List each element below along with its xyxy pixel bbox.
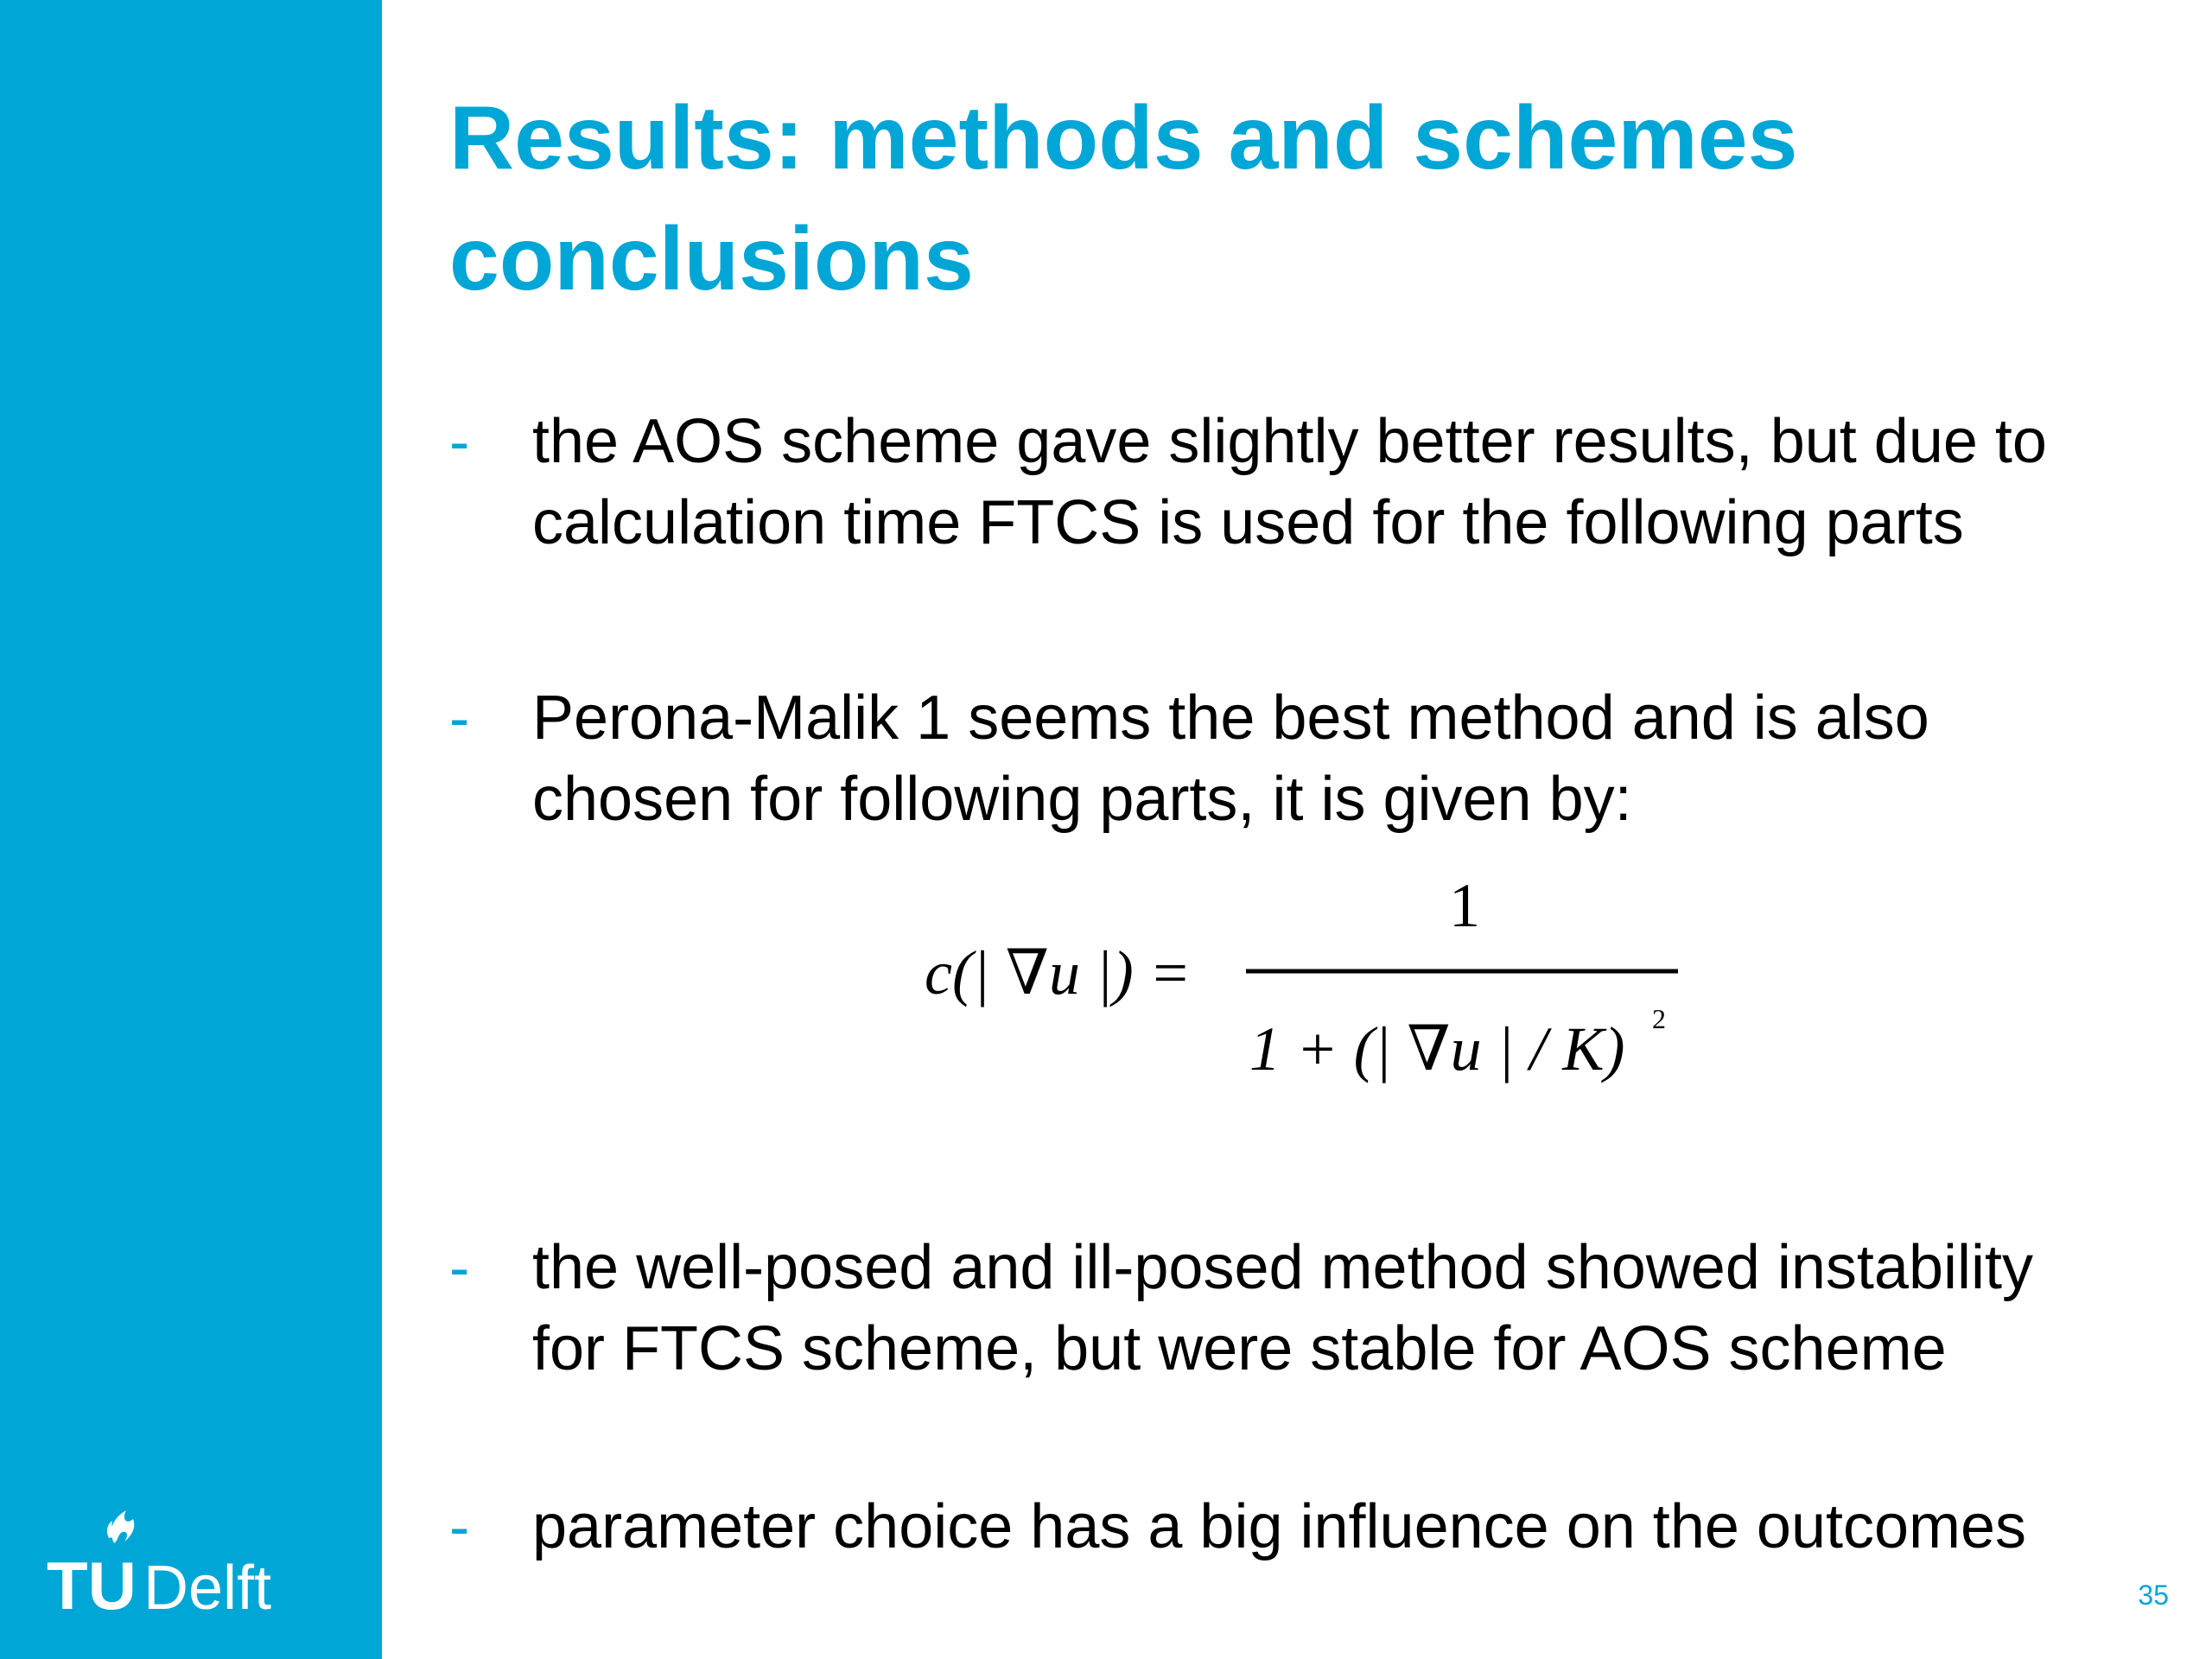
formula-numerator: 1 xyxy=(1449,871,1480,940)
tu-delft-logo xyxy=(47,1503,340,1616)
bullet-line: for FTCS scheme, but were stable for AOS scheme xyxy=(532,1314,1947,1383)
bullet-item xyxy=(449,401,2186,563)
logo-tu-text: TU xyxy=(47,1548,137,1616)
bullet-marker: - xyxy=(449,1493,470,1560)
bullet-line: the AOS scheme gave slightly better results, but due to xyxy=(532,407,2047,476)
bullet-item xyxy=(449,1486,2186,1567)
sidebar-band xyxy=(0,0,382,1659)
bullet-line: the well-posed and ill-posed method showed instability xyxy=(532,1233,2033,1302)
bullet-item xyxy=(449,677,2186,840)
formula-lhs: c(| ∇u |) = xyxy=(925,938,1192,1007)
slide-title: Results: methods and schemes xyxy=(449,88,1798,188)
bullet-marker: - xyxy=(449,684,470,752)
formula-exponent: 2 xyxy=(1652,1003,1666,1034)
bullet-line: parameter choice has a big influence on the outcomes xyxy=(532,1492,2027,1561)
bullet-line: Perona-Malik 1 seems the best method and is also xyxy=(532,683,1929,753)
formula-denominator: 1 + (| ∇u | / K) xyxy=(1249,1014,1625,1084)
perona-malik-formula xyxy=(925,864,1702,1123)
bullet-item xyxy=(449,1227,2186,1389)
bullet-line: calculation time FTCS is used for the following parts xyxy=(532,488,1964,557)
bullet-marker: - xyxy=(449,1234,470,1301)
logo-delft-text: Delft xyxy=(143,1554,272,1616)
bullet-line: chosen for following parts, it is given by: xyxy=(532,765,1632,834)
flame-icon xyxy=(47,1503,340,1616)
page-number: 35 xyxy=(2138,1580,2169,1611)
slide-subtitle: conclusions xyxy=(449,209,974,309)
bullet-marker: - xyxy=(449,408,470,475)
